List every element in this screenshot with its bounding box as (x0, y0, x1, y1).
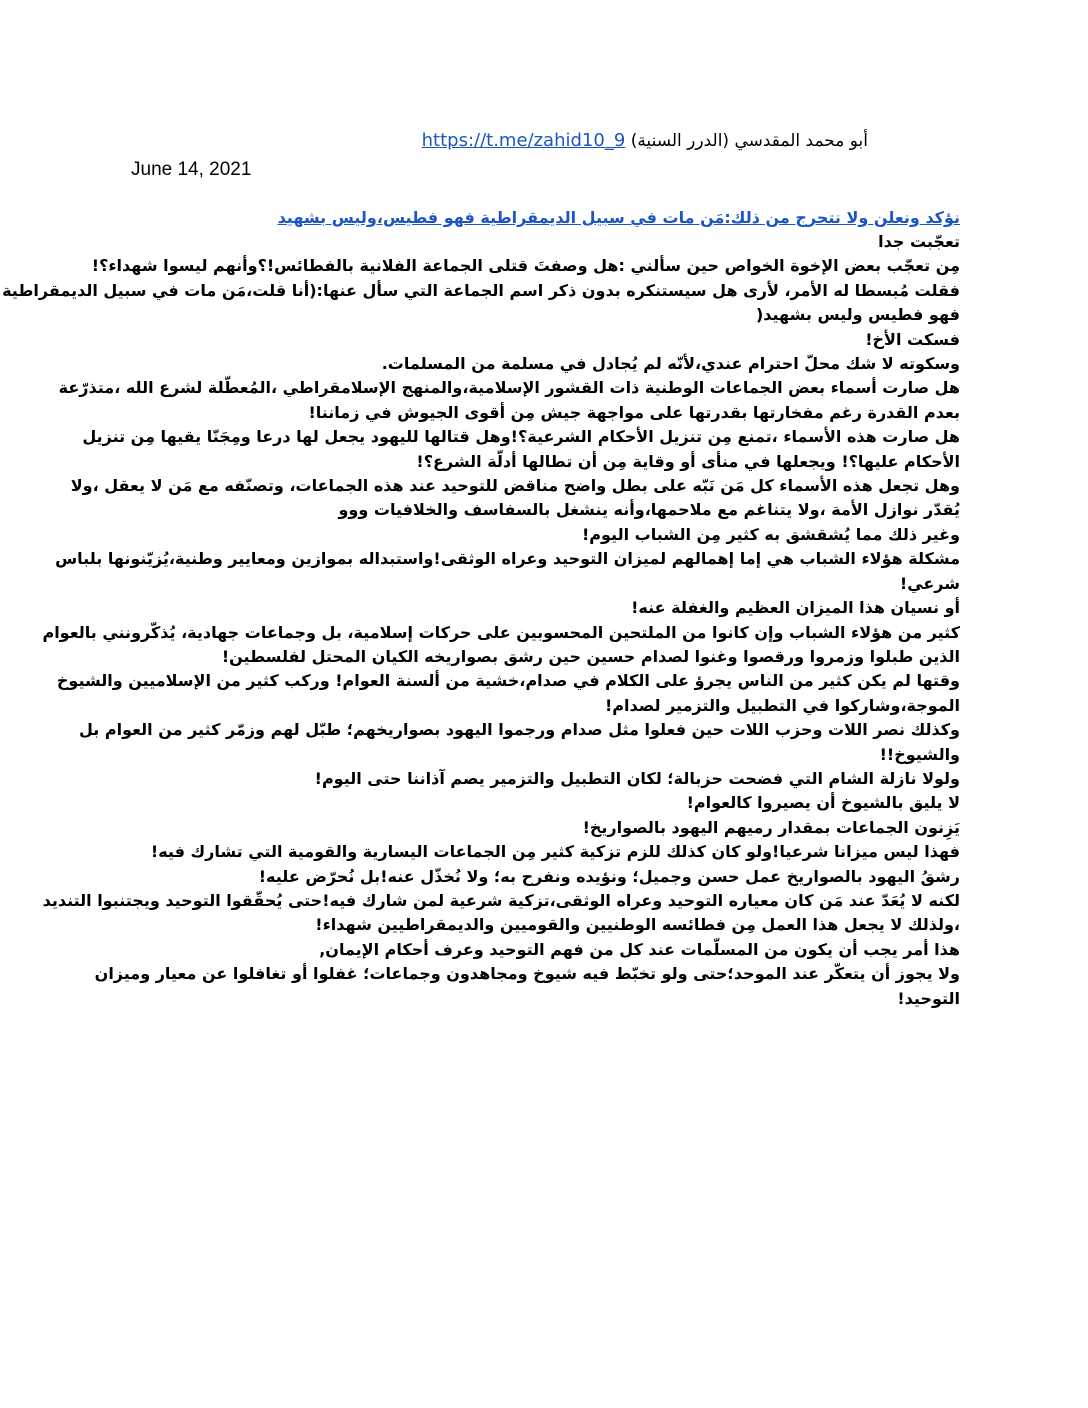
text-line: فقلت مُبسطا له الأمر، لأرى هل سيستنكره بدون ذكر اسم الجماعة التي سأل عنها:(أنا قلت،مَن مات في سبيل الديمقراطية (2, 280, 960, 300)
text-line: وقتها لم يكن كثير من الناس يجرؤ على الكلام في صدام،خشية من ألسنة العوام! وركب كثير من الإسلاميين والشيوخ (56, 671, 960, 691)
text-line: شرعي! (899, 573, 960, 593)
text-line: كثير من هؤلاء الشباب وإن كانوا من الملتحين المحسوبين على حركات إسلامية، بل وجماعات جهادية، يُذكّرونني بالعوام (42, 622, 960, 642)
text-line: الموجة،وشاركوا في التطبيل والتزمير لصدام! (604, 695, 960, 715)
text-line: مِن تعجّب بعض الإخوة الخواص حين سألني :هل وصفتَ قتلى الجماعة الفلانية بالفطائس!؟وأنهم ليسوا شهداء؟! (91, 256, 960, 276)
text-line: الذين طبلوا وزمروا ورقصوا وغنوا لصدام حسين حين رشق بصواريخه الكيان المحتل لفلسطين! (221, 646, 960, 666)
text-line: لكنه لا يُعَدّ عند مَن كان معياره التوحيد وعراه الوثقى،تزكية شرعية لمن شارك فيه!حتى يُحقّقوا التوحيد ويجتنبوا التنديد (42, 890, 960, 910)
text-line: لا يليق بالشيوخ أن يصيروا كالعوام! (686, 793, 960, 813)
text-line: رشقُ اليهود بالصواريخ عمل حسن وجميل؛ ونؤيده ونفرح به؛ ولا نُخذّل عنه!بل نُحرّض عليه! (258, 866, 960, 886)
text-line: فهو فطيس وليس بشهيد( (755, 305, 960, 325)
text-line: ولولا نازلة الشام التي فضحت حزبالة؛ لكان التطبيل والتزمير يصم آذاننا حتى اليوم! (314, 768, 960, 788)
text-line: هل صارت هذه الأسماء ،تمنع مِن تنزيل الأحكام الشرعية؟!وهل قتالها لليهود يجعل لها درعا ومِجَنّا يقيها مِن تنزيل (82, 427, 960, 447)
text-line: فهذا ليس ميزانا شرعيا!ولو كان كذلك للزم تزكية كثير مِن الجماعات اليسارية والقومية التي تشارك فيه! (150, 842, 960, 862)
publish-date: June 14, 2021 (131, 159, 252, 180)
text-line: والشيوخ!! (879, 744, 960, 764)
text-line: يُقدّر نوازل الأمة ،ولا يتناغم مع ملاحمها،وأنه ينشغل بالسفاسف والخلافيات ووو (338, 500, 960, 520)
text-line: التوحيد! (897, 988, 960, 1008)
text-line: ولا يجوز أن يتعكّر عند الموحد؛حتى ولو تخبّط فيه شيوخ ومجاهدون وجماعات؛ غفلوا أو تغافلوا عن معيار وميزان (94, 964, 960, 984)
text-line: وغير ذلك مما يُشقشق به كثير مِن الشباب اليوم! (582, 524, 960, 544)
article-paragraphs (2, 230, 960, 1011)
article-title-link[interactable]: نؤكد ونعلن ولا نتحرج من ذلك:مَن مات في سبيل الديمقراطية فهو فطيس،وليس بشهيد (277, 208, 960, 227)
telegram-link[interactable]: https://t.me/zahid10_9 (421, 130, 626, 151)
text-line: بعدم القدرة رغم مفخارتها بقدرتها على مواجهة جيش مِن أقوى الجيوش في زماننا! (308, 402, 960, 422)
text-line: وسكوته لا شك محلّ احترام عندي،لأنّه لم يُجادل في مسلمة من المسلمات. (381, 354, 960, 374)
text-line: الأحكام عليها؟! ويجعلها في منأى أو وقاية مِن أن تطالها أدلّة الشرع؟! (416, 451, 960, 471)
text-line: هل صارت أسماء بعض الجماعات الوطنية ذات القشور الإسلامية،والمنهج الإسلامقراطي ،المُعطّلة لشرع الله ،متذرّعة (58, 378, 960, 398)
text-line: وهل تجعل هذه الأسماء كل مَن نَبّه على بطل واضح مناقض للتوحيد عند هذه الجماعات، وتصنّفه مع مَن لا يعقل ،ولا (70, 476, 960, 496)
text-line: ،ولذلك لا يجعل هذا العمل مِن فطائسه الوطنيين والقوميين والديمقراطيين شهداء! (315, 915, 960, 935)
author-name: أبو محمد المقدسي (الدرر السنية) (630, 131, 868, 151)
text-line: أو نسيان هذا الميزان العظيم والغفلة عنه! (631, 598, 960, 618)
text-line: تعجّبت جدا (878, 232, 960, 251)
text-line: فسكت الأخ! (865, 329, 960, 349)
source-header (422, 130, 868, 151)
article-body (2, 205, 960, 1011)
text-line: وكذلك نصر اللات وحزب اللات حين فعلوا مثل صدام ورجموا اليهود بصواريخهم؛ طبّل لهم وزمّر كثير من العوام بل (79, 720, 960, 740)
text-line: يَزِنون الجماعات بمقدار رميهم اليهود بالصواريخ! (582, 817, 960, 837)
text-line: مشكلة هؤلاء الشباب هي إما إهمالهم لميزان التوحيد وعراه الوثقى!واستبداله بموازين ومعايير وطنية،يُزيّنونها بلباس (55, 549, 960, 569)
text-line: هذا أمر يجب أن يكون من المسلّمات عند كل من فهم التوحيد وعرف أحكام الإيمان, (319, 939, 960, 959)
